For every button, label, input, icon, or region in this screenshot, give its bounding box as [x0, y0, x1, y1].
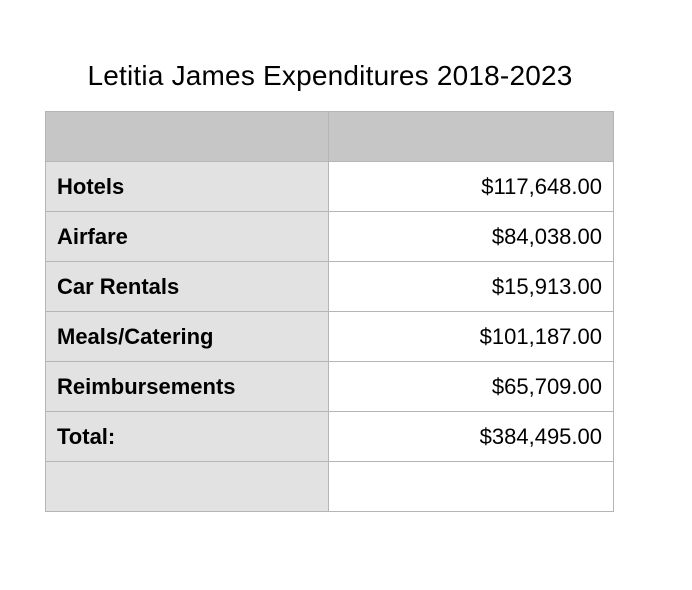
row-amount-reimbursements: $65,709.00 [329, 362, 614, 412]
row-amount-total: $384,495.00 [329, 412, 614, 462]
row-label-hotels: Hotels [46, 162, 329, 212]
table-row [46, 262, 614, 312]
table-row [46, 362, 614, 412]
row-label-meals-catering: Meals/Catering [46, 312, 329, 362]
footer-cell-amount [329, 462, 614, 512]
footer-cell-category [46, 462, 329, 512]
row-label-total: Total: [46, 412, 329, 462]
table-header-row [46, 112, 614, 162]
table-row-total [46, 412, 614, 462]
table-row [46, 212, 614, 262]
table-row [46, 162, 614, 212]
table-row [46, 312, 614, 362]
page-title: Letitia James Expenditures 2018-2023 [87, 60, 573, 91]
row-amount-airfare: $84,038.00 [329, 212, 614, 262]
row-amount-hotels: $117,648.00 [329, 162, 614, 212]
header-cell-amount [329, 112, 614, 162]
table-footer-row [46, 462, 614, 512]
header-cell-category [46, 112, 329, 162]
row-label-car-rentals: Car Rentals [46, 262, 329, 312]
row-amount-car-rentals: $15,913.00 [329, 262, 614, 312]
row-label-airfare: Airfare [46, 212, 329, 262]
expenditures-table [45, 111, 614, 512]
row-label-reimbursements: Reimbursements [46, 362, 329, 412]
row-amount-meals-catering: $101,187.00 [329, 312, 614, 362]
